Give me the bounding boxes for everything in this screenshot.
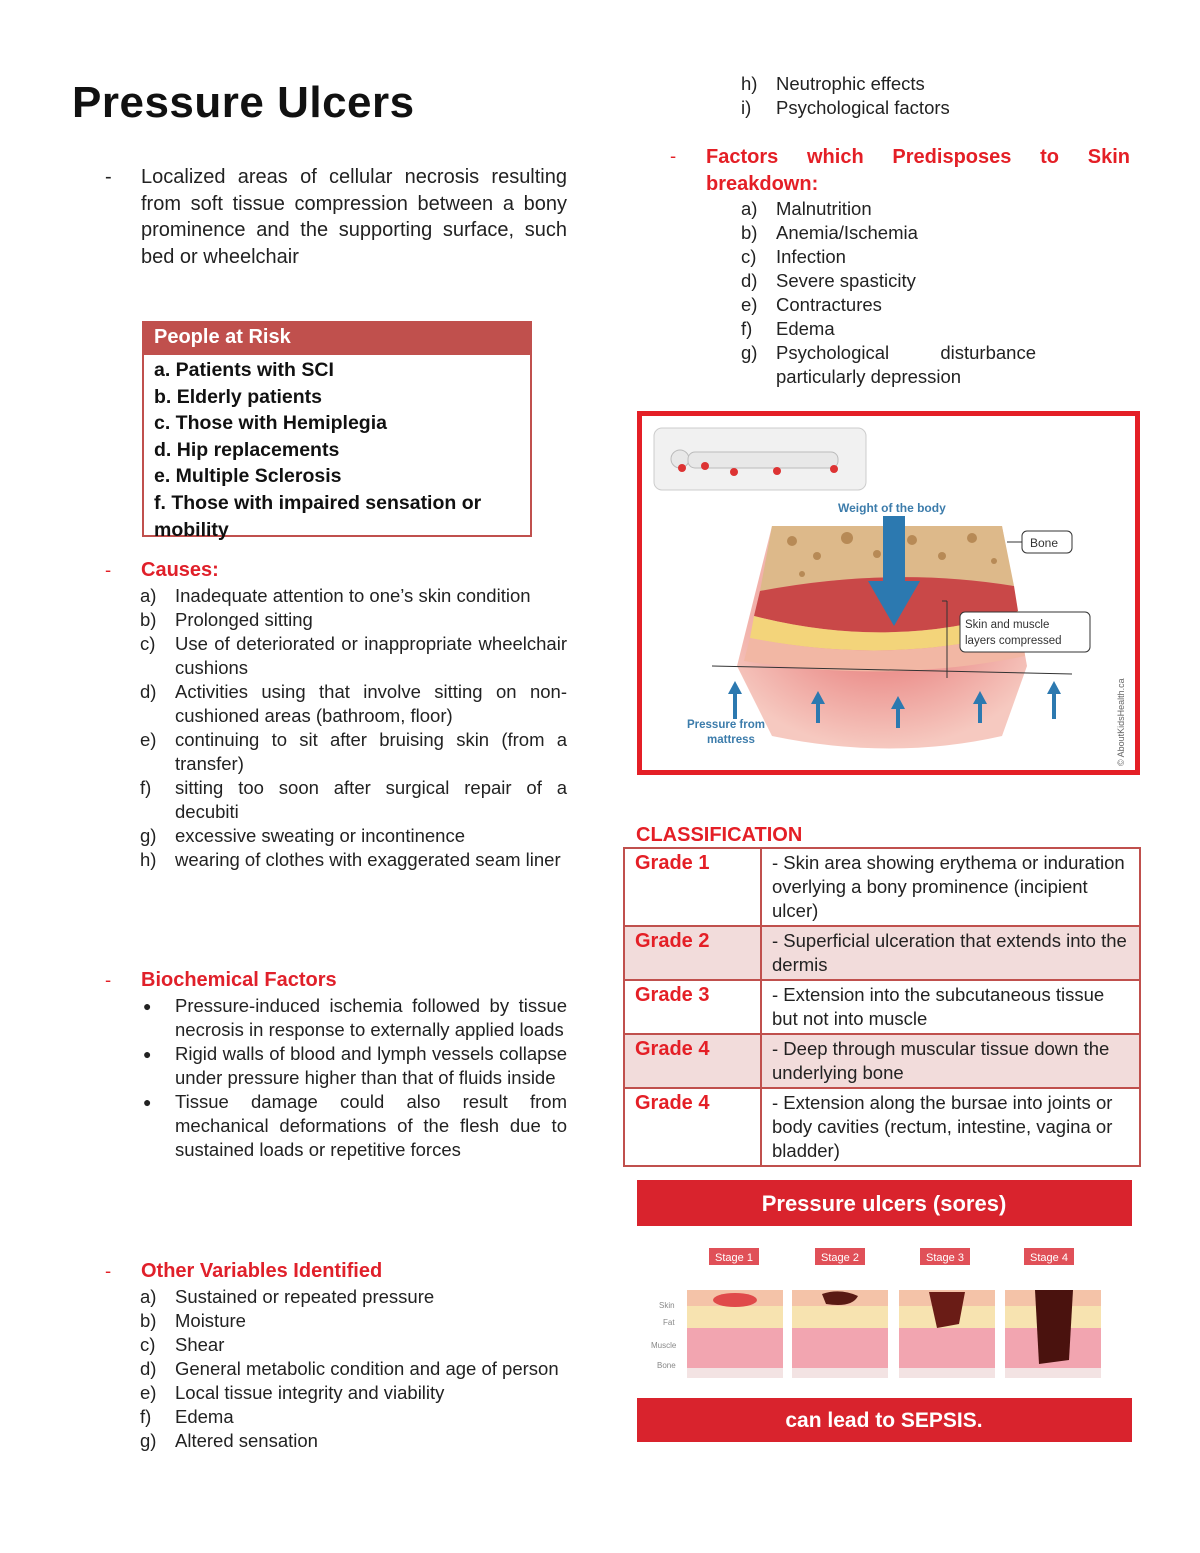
predisposing-heading-line2: breakdown: bbox=[706, 173, 819, 195]
layer-labels bbox=[651, 1301, 677, 1370]
list-item: a) Sustained or repeated pressure bbox=[140, 1286, 435, 1307]
grade-cell: Grade 4 bbox=[624, 1034, 761, 1088]
list-item: e) continuing to sit after bruising skin (from a transfer) bbox=[140, 729, 567, 774]
grade-desc: - Extension along the bursae into joints or body cavities (rectum, intestine, vagina or bladder) bbox=[761, 1088, 1140, 1166]
list-item: h) Neutrophic effects bbox=[741, 73, 925, 94]
lying-body-icon bbox=[671, 450, 838, 468]
grade-cell: Grade 3 bbox=[624, 980, 761, 1034]
dash-marker: - bbox=[105, 559, 112, 580]
predisposing-heading-line1: Factors which Predisposes to Skin bbox=[706, 146, 1130, 168]
svg-text:Muscle: Muscle bbox=[651, 1341, 677, 1350]
table-row bbox=[624, 980, 1140, 1034]
grade-cell: Grade 4 bbox=[624, 1088, 761, 1166]
list-item: d) Activities using that involve sitting on non-cushioned areas (bathroom, floor) bbox=[140, 681, 567, 726]
causes-heading: Causes: bbox=[141, 559, 219, 581]
list-item: d) General metabolic condition and age of person bbox=[140, 1358, 559, 1379]
definition bbox=[105, 164, 567, 270]
list-item: i) Psychological factors bbox=[741, 97, 950, 118]
classification-table bbox=[623, 847, 1141, 1167]
list-item: f) sitting too soon after surgical repair of a decubiti bbox=[140, 777, 567, 822]
causes-section bbox=[105, 558, 567, 872]
list-item: b) Moisture bbox=[140, 1310, 246, 1331]
pressure-diagram-illustration bbox=[642, 416, 1135, 770]
risk-item: b. Elderly patients bbox=[154, 385, 322, 408]
sores-footer: can lead to SEPSIS. bbox=[785, 1409, 983, 1432]
bullet-icon: ● bbox=[143, 1094, 152, 1110]
grade-cell: Grade 1 bbox=[624, 848, 761, 926]
list-item: e) Local tissue integrity and viability bbox=[140, 1382, 445, 1403]
risk-item: d. Hip replacements bbox=[154, 438, 340, 461]
people-at-risk-header: People at Risk bbox=[144, 323, 530, 355]
layers-label-1: Skin and muscle bbox=[965, 619, 1050, 631]
risk-item: f. Those with impaired sensation or mobility bbox=[154, 491, 482, 541]
skin-sample-icons bbox=[687, 1290, 1101, 1378]
continued-list bbox=[706, 72, 1136, 120]
list-item: g) excessive sweating or incontinence bbox=[140, 825, 465, 846]
other-variables-section bbox=[105, 1259, 567, 1453]
list-item: h) wearing of clothes with exaggerated seam liner bbox=[140, 849, 561, 870]
list-item: c) Shear bbox=[140, 1334, 225, 1355]
risk-item: e. Multiple Sclerosis bbox=[154, 465, 342, 488]
list-item: c) Use of deteriorated or inappropriate wheelchair cushions bbox=[140, 633, 567, 678]
list-item: f) Edema bbox=[140, 1406, 234, 1427]
list-item: e) Contractures bbox=[741, 294, 882, 315]
people-at-risk-box bbox=[142, 321, 532, 541]
pressure-label-2: mattress bbox=[707, 734, 755, 746]
weight-label: Weight of the body bbox=[838, 501, 946, 515]
dash-marker: - bbox=[105, 1260, 112, 1281]
list-item: a) Inadequate attention to one’s skin condition bbox=[140, 585, 531, 606]
table-row bbox=[624, 1034, 1140, 1088]
grade-desc: - Superficial ulceration that extends into the dermis bbox=[761, 926, 1140, 980]
list-item: c) Infection bbox=[741, 246, 846, 267]
table-row bbox=[624, 1088, 1140, 1166]
svg-text:Fat: Fat bbox=[663, 1318, 675, 1327]
pressure-sores-illustration bbox=[637, 1180, 1132, 1442]
dash-marker: - bbox=[105, 969, 112, 990]
dash-marker: - bbox=[105, 166, 112, 188]
classification-title: CLASSIFICATION bbox=[636, 824, 803, 846]
grade-desc: - Skin area showing erythema or induration overlying a bony prominence (incipient ulcer) bbox=[761, 848, 1140, 926]
bullet-icon: ● bbox=[143, 998, 152, 1014]
risk-item: c. Those with Hemiplegia bbox=[154, 412, 387, 435]
bullet-item: ● Tissue damage could also result from mechanical deformations of the flesh due to sustained loads or repetitive forces bbox=[143, 1091, 567, 1160]
list-item: b) Prolonged sitting bbox=[140, 609, 313, 630]
pressure-label-1: Pressure from bbox=[687, 719, 765, 731]
stage-label: Stage 4 bbox=[1030, 1252, 1068, 1264]
definition-text: Localized areas of cellular necrosis resulting from soft tissue compression between a bony prominence and the supporting surface, such bed or wheelchair bbox=[141, 166, 567, 268]
list-item: b) Anemia/Ischemia bbox=[741, 222, 918, 243]
pressure-sores-image bbox=[637, 1180, 1132, 1442]
svg-text:Bone: Bone bbox=[657, 1361, 676, 1370]
stage-label: Stage 2 bbox=[821, 1252, 859, 1264]
page-title: Pressure Ulcers bbox=[72, 78, 415, 127]
stage-label: Stage 3 bbox=[926, 1252, 964, 1264]
credit-label: © AboutKidsHealth.ca bbox=[1116, 678, 1126, 766]
bullet-icon: ● bbox=[143, 1046, 152, 1062]
stage-label: Stage 1 bbox=[715, 1252, 753, 1264]
table-row bbox=[624, 926, 1140, 980]
bullet-item: ● Rigid walls of blood and lymph vessels collapse under pressure higher than that of fluids inside bbox=[143, 1043, 567, 1088]
svg-text:Skin: Skin bbox=[659, 1301, 675, 1310]
risk-item: a. Patients with SCI bbox=[154, 359, 334, 381]
bullet-item: ● Pressure-induced ischemia followed by tissue necrosis in response to externally applied loads bbox=[143, 995, 567, 1040]
table-row bbox=[624, 848, 1140, 926]
predisposing-section bbox=[670, 144, 1130, 389]
grade-desc: - Extension into the subcutaneous tissue but not into muscle bbox=[761, 980, 1140, 1034]
layers-label-2: layers compressed bbox=[965, 635, 1062, 647]
grade-desc: - Deep through muscular tissue down the underlying bone bbox=[761, 1034, 1140, 1088]
pressure-diagram bbox=[637, 411, 1140, 775]
grade-cell: Grade 2 bbox=[624, 926, 761, 980]
sores-title: Pressure ulcers (sores) bbox=[761, 1191, 1007, 1216]
weight-arrow-shaft bbox=[883, 516, 905, 586]
bone-label: Bone bbox=[1030, 536, 1059, 550]
stage-labels bbox=[709, 1248, 1074, 1265]
dash-marker: - bbox=[670, 145, 677, 166]
list-item: d) Severe spasticity bbox=[741, 270, 916, 291]
biochemical-section bbox=[105, 968, 567, 1162]
list-item: g) Psychological disturbance particularly depression bbox=[741, 342, 1036, 387]
other-variables-heading: Other Variables Identified bbox=[141, 1260, 383, 1282]
list-item: f) Edema bbox=[741, 318, 835, 339]
list-item: a) Malnutrition bbox=[741, 198, 872, 219]
biochemical-heading: Biochemical Factors bbox=[141, 969, 337, 991]
list-item: g) Altered sensation bbox=[140, 1430, 318, 1451]
